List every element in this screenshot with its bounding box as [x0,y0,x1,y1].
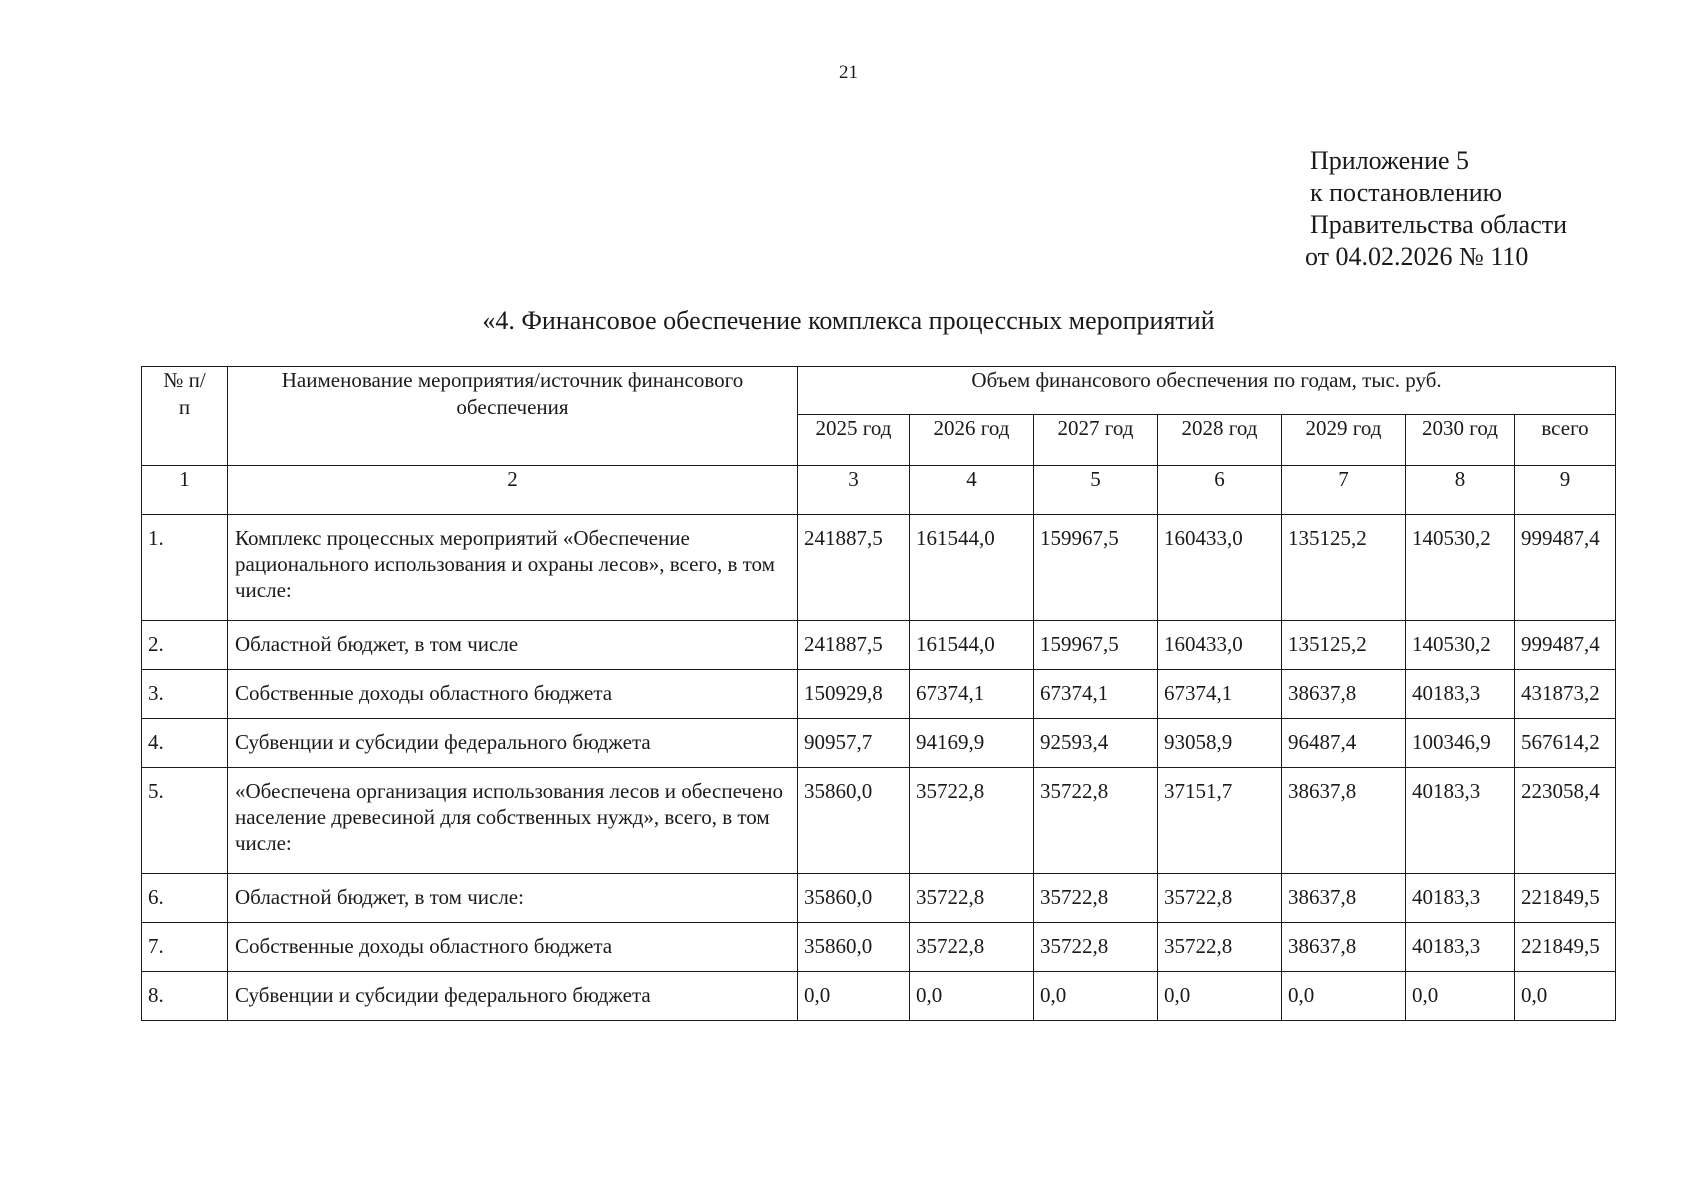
cell-value: 38637,8 [1282,874,1406,923]
cell-value: 35860,0 [798,923,910,972]
cell-value: 159967,5 [1034,621,1158,670]
row-name: Собственные доходы областного бюджета [228,670,798,719]
table-row [142,719,1616,768]
cell-value: 35722,8 [1034,923,1158,972]
row-number: 2. [142,621,228,670]
cell-total: 999487,4 [1515,515,1616,621]
cell-value: 100346,9 [1406,719,1515,768]
cell-value: 40183,3 [1406,923,1515,972]
column-number: 8 [1406,466,1515,515]
cell-value: 35722,8 [910,768,1034,874]
row-number: 7. [142,923,228,972]
row-name: Субвенции и субсидии федерального бюджета [228,972,798,1021]
header-year: 2028 год [1158,415,1282,466]
table-row [142,972,1616,1021]
annex-line-4: от 04.02.2026 № 110 [1305,242,1529,271]
cell-value: 161544,0 [910,621,1034,670]
cell-total: 999487,4 [1515,621,1616,670]
cell-value: 160433,0 [1158,621,1282,670]
cell-value: 35722,8 [1158,874,1282,923]
row-name: Субвенции и субсидии федерального бюджета [228,719,798,768]
row-name: Областной бюджет, в том числе: [228,874,798,923]
cell-value: 94169,9 [910,719,1034,768]
header-year: 2029 год [1282,415,1406,466]
cell-value: 0,0 [1034,972,1158,1021]
column-number: 3 [798,466,910,515]
cell-value: 67374,1 [1158,670,1282,719]
cell-value: 135125,2 [1282,515,1406,621]
cell-value: 0,0 [1158,972,1282,1021]
cell-value: 35860,0 [798,874,910,923]
row-name: Собственные доходы областного бюджета [228,923,798,972]
cell-value: 35722,8 [1034,874,1158,923]
cell-value: 0,0 [798,972,910,1021]
cell-value: 161544,0 [910,515,1034,621]
cell-value: 135125,2 [1282,621,1406,670]
cell-total: 221849,5 [1515,874,1616,923]
header-year: 2026 год [910,415,1034,466]
table-body [142,515,1616,1021]
cell-value: 67374,1 [910,670,1034,719]
header-year: 2027 год [1034,415,1158,466]
row-name: «Обеспечена организация использования лесов и обеспечено население древесиной для собственных нужд», всего, в том числе: [228,768,798,874]
cell-value: 0,0 [1406,972,1515,1021]
row-number: 6. [142,874,228,923]
cell-value: 35722,8 [910,874,1034,923]
row-number: 5. [142,768,228,874]
cell-value: 38637,8 [1282,768,1406,874]
cell-value: 241887,5 [798,515,910,621]
row-number: 4. [142,719,228,768]
cell-value: 40183,3 [1406,768,1515,874]
column-number: 1 [142,466,228,515]
column-number: 7 [1282,466,1406,515]
cell-total: 221849,5 [1515,923,1616,972]
row-number: 1. [142,515,228,621]
cell-value: 0,0 [910,972,1034,1021]
cell-value: 40183,3 [1406,670,1515,719]
header-year: 2030 год [1406,415,1515,466]
header-name: Наименование мероприятия/источник финансового обеспечения [228,367,798,466]
financing-table [141,366,1616,1021]
table-row [142,515,1616,621]
table-row [142,874,1616,923]
cell-value: 159967,5 [1034,515,1158,621]
annex-block [1305,145,1568,273]
header-total: всего [1515,415,1616,466]
cell-value: 35722,8 [1034,768,1158,874]
cell-value: 160433,0 [1158,515,1282,621]
header-volume: Объем финансового обеспечения по годам, тыс. руб. [798,367,1616,415]
cell-total: 0,0 [1515,972,1616,1021]
column-number: 9 [1515,466,1616,515]
cell-total: 567614,2 [1515,719,1616,768]
table-row [142,670,1616,719]
cell-total: 431873,2 [1515,670,1616,719]
cell-value: 40183,3 [1406,874,1515,923]
column-number: 6 [1158,466,1282,515]
cell-value: 35722,8 [910,923,1034,972]
table-row [142,923,1616,972]
cell-value: 0,0 [1282,972,1406,1021]
cell-value: 140530,2 [1406,621,1515,670]
row-number: 8. [142,972,228,1021]
cell-value: 140530,2 [1406,515,1515,621]
cell-value: 150929,8 [798,670,910,719]
cell-value: 37151,7 [1158,768,1282,874]
cell-value: 241887,5 [798,621,910,670]
header-num: № п/п [142,367,228,466]
column-number: 2 [228,466,798,515]
cell-value: 35860,0 [798,768,910,874]
document-title: «4. Финансовое обеспечение комплекса процессных мероприятий [482,306,1215,335]
page-number: 21 [839,62,858,83]
annex-line-3: Правительства области [1310,210,1568,239]
cell-value: 93058,9 [1158,719,1282,768]
table-row [142,621,1616,670]
annex-line-1: Приложение 5 [1310,146,1470,175]
row-name: Комплекс процессных мероприятий «Обеспечение рационального использования и охраны лесов», всего, в том числе: [228,515,798,621]
column-number: 4 [910,466,1034,515]
column-number: 5 [1034,466,1158,515]
cell-total: 223058,4 [1515,768,1616,874]
cell-value: 92593,4 [1034,719,1158,768]
cell-value: 67374,1 [1034,670,1158,719]
cell-value: 90957,7 [798,719,910,768]
row-number: 3. [142,670,228,719]
cell-value: 38637,8 [1282,923,1406,972]
table-row [142,768,1616,874]
row-name: Областной бюджет, в том числе [228,621,798,670]
header-year: 2025 год [798,415,910,466]
cell-value: 35722,8 [1158,923,1282,972]
annex-line-2: к постановлению [1310,178,1503,207]
cell-value: 96487,4 [1282,719,1406,768]
cell-value: 38637,8 [1282,670,1406,719]
